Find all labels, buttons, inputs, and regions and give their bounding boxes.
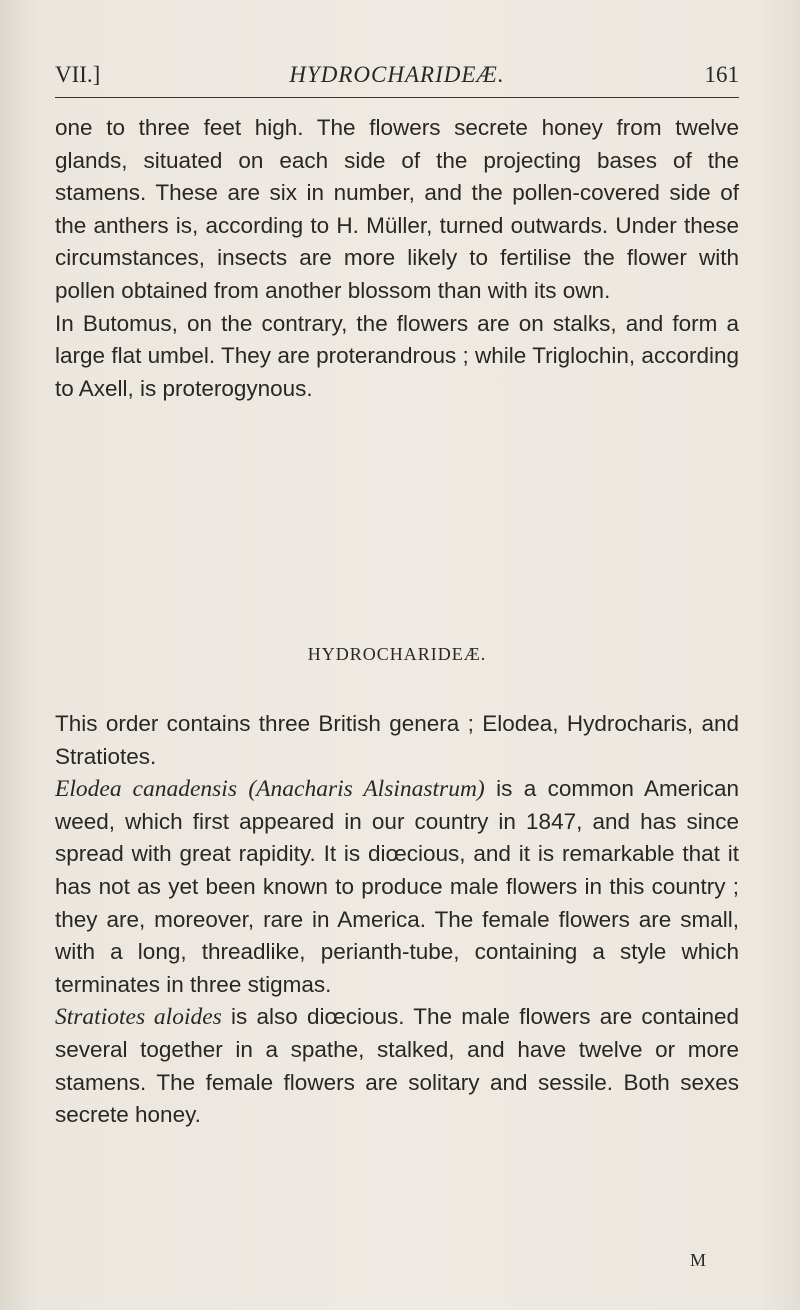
signature-mark: M — [690, 1250, 708, 1270]
header-rule — [55, 97, 739, 98]
text-block-section — [55, 708, 739, 1132]
paragraph: one to three feet high. The flowers secrete honey from twelve glands, situated on each side of the projecting bases of the stamens. These are six in number, and the pollen-covered side of the anthers is, according to H. Müller, turned outwards. Under these circumstances, insects are more likely to fertilise the flower with pollen obtained from another blossom than with its own. — [55, 115, 739, 303]
paragraph: In Butomus, on the contrary, the flowers are on stalks, and form a large flat umbel. They are proterandrous ; while Triglochin, according to Axell, is proterogynous. — [55, 310, 739, 401]
species-synonym: (Anacharis Alsinastrum) — [248, 776, 485, 803]
running-header — [55, 52, 739, 96]
species-name: Elodea canadensis — [55, 776, 237, 803]
paragraph-text: is also diœcious. The male flowers are contained several together in a spathe, stalked, and have twelve or more stamens. The female flowers are solitary and sessile. Both sexes secrete honey. — [55, 1004, 739, 1128]
chapter-number: VII.] — [55, 62, 101, 87]
paragraph — [55, 773, 739, 1001]
paragraph — [55, 1001, 739, 1131]
running-title: HYDROCHARIDEÆ. — [289, 62, 505, 87]
paragraph: This order contains three British genera ; Elodea, Hydrocharis, and Stratiotes. — [55, 711, 739, 769]
section-heading: HYDROCHARIDEÆ. — [307, 644, 487, 664]
species-name: Stratiotes aloides — [55, 1004, 222, 1031]
page-number: 161 — [704, 62, 739, 87]
text-block-top — [55, 112, 739, 405]
paragraph-text: is a common American weed, which first appeared in our country in 1847, and has since spread with great rapidity. It is diœcious, and it is remarkable that it has not as yet been known to produce male flowers in this country ; they are, moreover, rare in America. The female flowers are small, with a long, threadlike, perianth-tube, containing a style which terminates in three stigmas. — [55, 776, 739, 997]
